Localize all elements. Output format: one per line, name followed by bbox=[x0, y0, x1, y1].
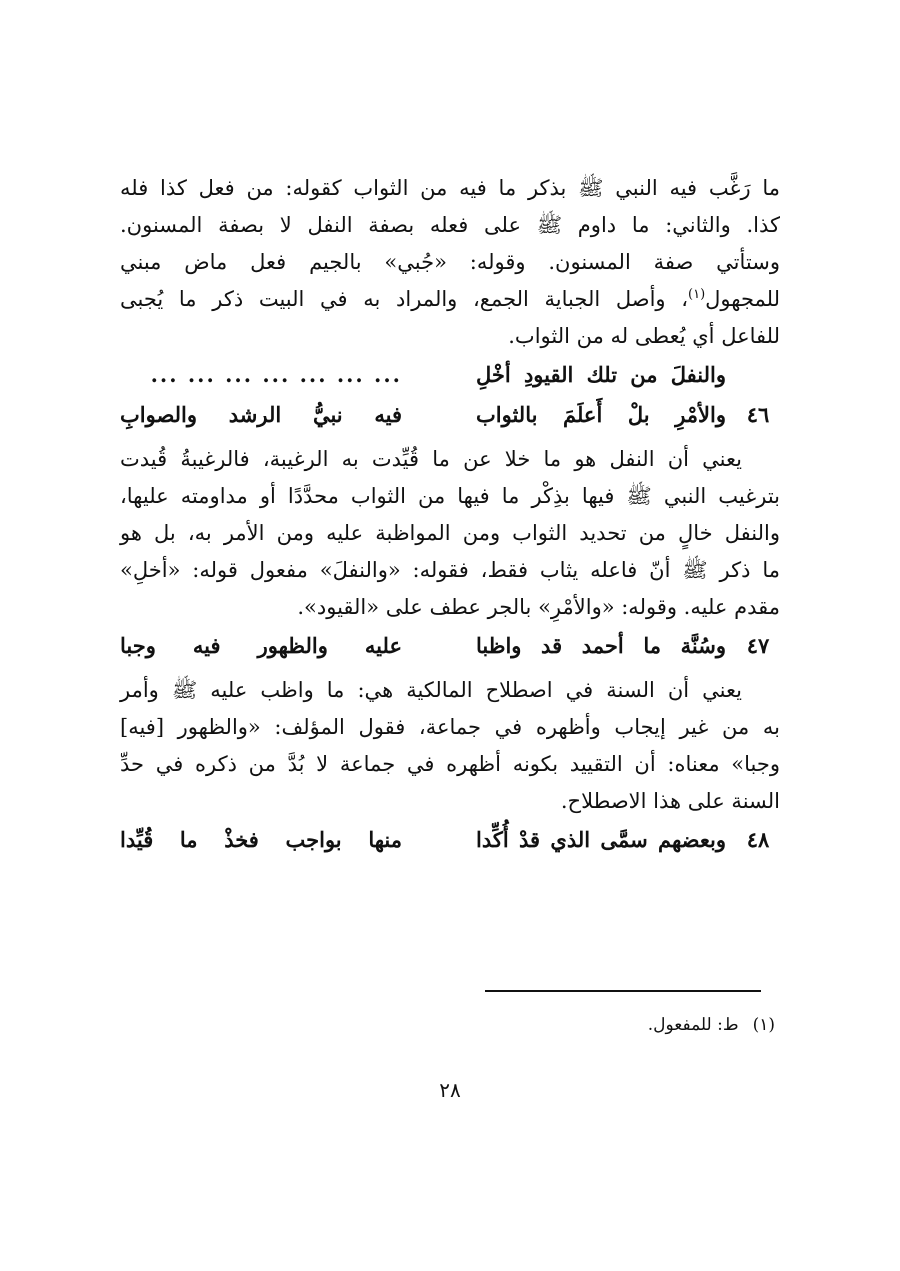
footnote-text: ط: للمفعول. bbox=[647, 1015, 739, 1035]
footnote-reference[interactable]: (١) bbox=[688, 287, 706, 302]
text-line: ما رَغَّب فيه النبي ﷺ بذكر ما فيه من الثواب كقوله: من فعل كذا فله bbox=[120, 176, 780, 200]
verse-first-hemistich: وسُنَّة ما أحمد قد واظبا bbox=[476, 633, 726, 658]
verse-second-hemistich: ... ... ... ... ... ... ... bbox=[150, 362, 402, 387]
text-line: به من غير إيجاب وأظهره في جماعة، فقول المؤلف: «والظهور [فيه] bbox=[120, 715, 780, 739]
text-fragment: ، وأصل الجباية الجمع، والمراد به في البيت ذكر ما يُجبى bbox=[120, 287, 689, 311]
text-line: كذا. والثاني: ما داوم ﷺ على فعله بصفة النفل لا بصفة المسنون. bbox=[120, 213, 780, 237]
main-text bbox=[120, 170, 780, 860]
footnote bbox=[648, 1015, 775, 1035]
verse-second-hemistich: فيه نبيُّ الرشد والصوابِ bbox=[120, 402, 402, 427]
text-line: السنة على هذا الاصطلاح. bbox=[560, 789, 780, 813]
text-line: وجبا» معناه: أن التقييد بكونه أظهره في جماعة لا بُدَّ من ذكره في حدِّ bbox=[120, 752, 780, 776]
verse-number: ٤٦ bbox=[746, 402, 770, 427]
footnote-separator bbox=[485, 990, 761, 992]
verse-number: ٤٧ bbox=[746, 633, 770, 658]
verse-first-hemistich: والنفلَ من تلك القيودِ أخْلِ bbox=[476, 362, 726, 387]
footnote-number: (١) bbox=[752, 1015, 775, 1035]
text-line: مقدم عليه. وقوله: «والأمْرِ» بالجر عطف على «القيود». bbox=[297, 595, 780, 619]
text-line: وستأتي صفة المسنون. وقوله: «جُبي» بالجيم فعل ماض مبني bbox=[120, 250, 780, 274]
text-line bbox=[120, 281, 780, 318]
verse-second-hemistich: منها بواجب فخذْ ما قُيِّدا bbox=[120, 827, 402, 852]
verse-first-hemistich: والأمْرِ بلْ أَعلَمَ بالثواب bbox=[476, 402, 726, 427]
page-number: ٢٨ bbox=[439, 1078, 461, 1102]
verse-48 bbox=[120, 820, 780, 860]
text-line: بترغيب النبي ﷺ فيها بذِكْر ما فيها من الثواب محدَّدًا أو مداومته عليها، bbox=[120, 484, 780, 508]
verse-second-hemistich: عليه والظهور فيه وجبا bbox=[120, 633, 402, 658]
verse-45 bbox=[120, 355, 780, 395]
text-line: يعني أن النفل هو ما خلا عن ما قُيِّدت به الرغيبة، فالرغيبةُ قُيدت bbox=[120, 447, 742, 471]
verse-47 bbox=[120, 626, 780, 666]
text-fragment: للمجهول bbox=[705, 287, 780, 311]
verse-first-hemistich: وبعضهم سمَّى الذي قدْ أُكِّدا bbox=[476, 827, 726, 852]
text-line: ما ذكر ﷺ أنّ فاعله يثاب فقط، فقوله: «والنفلَ» مفعول قوله: «أخلِ» bbox=[120, 558, 780, 582]
text-line: والنفل خالٍ من تحديد الثواب ومن المواظبة عليه ومن الأمر به، بل هو bbox=[120, 521, 780, 545]
verse-number: ٤٨ bbox=[746, 827, 770, 852]
text-line: للفاعل أي يُعطى له من الثواب. bbox=[508, 324, 780, 348]
verse-46 bbox=[120, 395, 780, 435]
text-line: يعني أن السنة في اصطلاح المالكية هي: ما واظب عليه ﷺ وأمر bbox=[120, 678, 742, 702]
